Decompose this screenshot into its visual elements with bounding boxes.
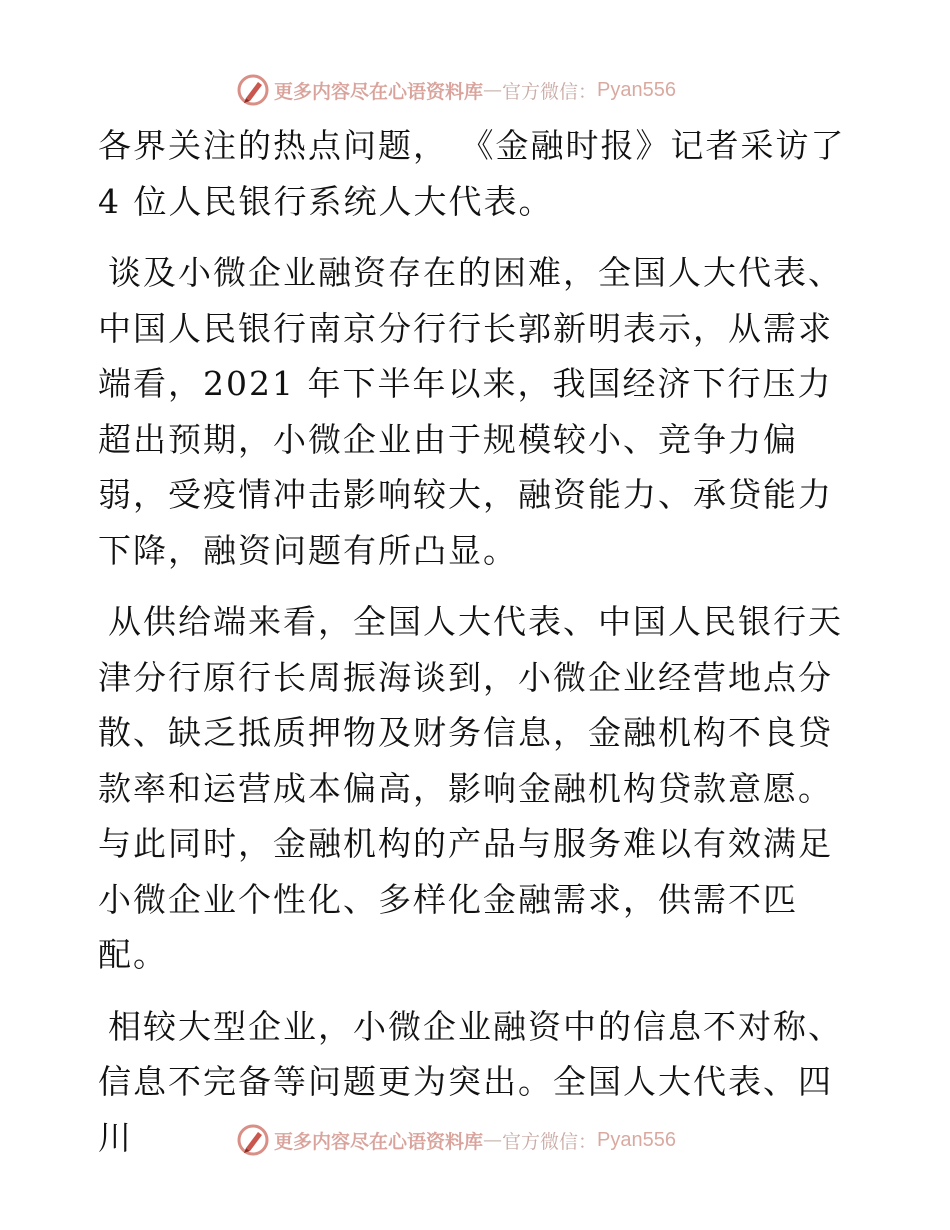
paragraph-4: 相较大型企业，小微企业融资中的信息不对称、信息不完备等问题更为突出。全国人大代表、四川 <box>98 1006 843 1157</box>
paragraph-1: 各界关注的热点问题， 《金融时报》记者采访了 4 位人民银行系统人大代表。 <box>98 126 846 221</box>
pen-logo-icon <box>236 1123 270 1157</box>
footer-watermark <box>236 1122 756 1158</box>
watermark-separator: — <box>483 1129 503 1151</box>
watermark-wechat-label: 官方微信： <box>502 80 598 103</box>
watermark-wechat-label: 官方微信： <box>502 1130 598 1153</box>
watermark-wechat-id: Pyan556 <box>597 78 676 101</box>
document-body <box>98 118 858 1165</box>
watermark-separator: — <box>483 79 503 101</box>
paragraph-3: 从供给端来看，全国人大代表、中国人民银行天津分行原行长周振海谈到，小微企业经营地点分散、缺乏抵质押物及财务信息，金融机构不良贷款率和运营成本偏高，影响金融机构贷款意愿。与此同时，金融机构的产品与服务难以有效满足小微企业个性化、多样化金融需求，供需不匹配。 <box>98 602 843 974</box>
pen-logo-icon <box>236 73 270 107</box>
header-watermark <box>236 72 756 108</box>
watermark-text: 更多内容尽在心语资料库 <box>274 1130 484 1153</box>
watermark-wechat-id: Pyan556 <box>597 1128 676 1151</box>
watermark-text: 更多内容尽在心语资料库 <box>274 80 484 103</box>
paragraph-2: 谈及小微企业融资存在的困难，全国人大代表、中国人民银行南京分行行长郭新明表示，从需求端看，2021 年下半年以来，我国经济下行压力超出预期，小微企业由于规模较小、竞争力偏弱，受疫情冲击影响较大，融资能力、承贷能力下降，融资问题有所凸显。 <box>98 253 843 570</box>
